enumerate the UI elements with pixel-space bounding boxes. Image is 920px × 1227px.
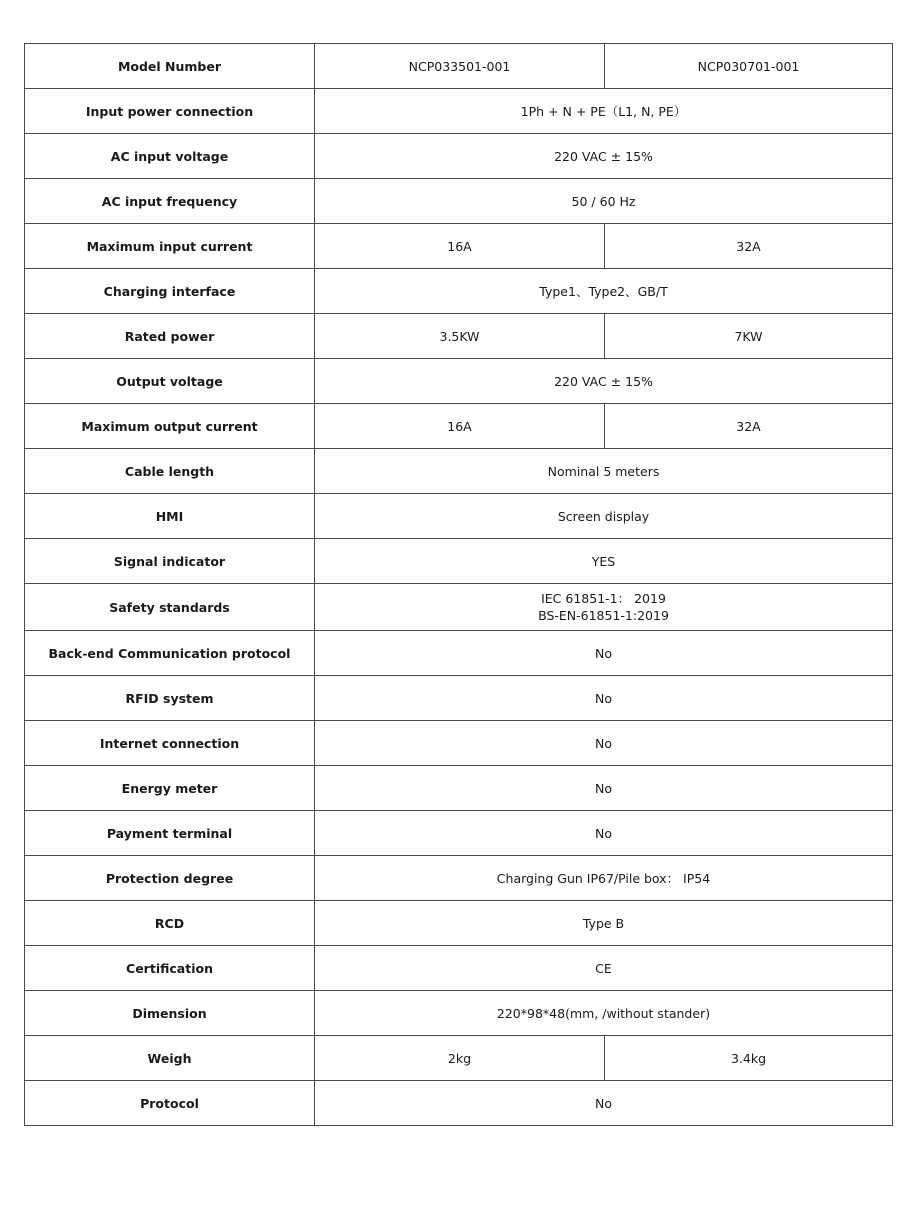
row-label: Input power connection [25,89,315,134]
row-label: Back-end Communication protocol [25,631,315,676]
row-label: RFID system [25,676,315,721]
cell-value: No [315,676,893,721]
table-row-dimension [25,991,893,1036]
cell-value: NCP033501-001 [315,44,605,89]
row-label: Certification [25,946,315,991]
row-label: Weigh [25,1036,315,1081]
cell-value: Charging Gun IP67/Pile box： IP54 [315,856,893,901]
cell-value: No [315,766,893,811]
cell-value: 32A [605,224,893,269]
cell-value: No [315,811,893,856]
cell-value: CE [315,946,893,991]
row-label: Dimension [25,991,315,1036]
cell-value: 3.5KW [315,314,605,359]
cell-value: Nominal 5 meters [315,449,893,494]
table-row-model-number [25,44,893,89]
row-label: Payment terminal [25,811,315,856]
cell-value: No [315,721,893,766]
row-label: Energy meter [25,766,315,811]
row-label: HMI [25,494,315,539]
cell-value: YES [315,539,893,584]
spec-table [24,43,893,1126]
table-row-safety-standards [25,584,893,631]
row-label: Safety standards [25,584,315,631]
table-row-output-voltage [25,359,893,404]
cell-value: No [315,631,893,676]
cell-value: 220*98*48(mm, /without stander) [315,991,893,1036]
row-label: AC input voltage [25,134,315,179]
cell-value: 50 / 60 Hz [315,179,893,224]
row-label: Protection degree [25,856,315,901]
table-row-signal-indicator [25,539,893,584]
table-row-rated-power [25,314,893,359]
cell-value: 16A [315,224,605,269]
cell-value: 32A [605,404,893,449]
table-row-hmi [25,494,893,539]
safety-standard-line-2: BS-EN-61851-1:2019 [538,608,669,623]
row-label: Charging interface [25,269,315,314]
cell-value: 16A [315,404,605,449]
table-row-input-power-connection [25,89,893,134]
row-label: Cable length [25,449,315,494]
table-row-ac-input-voltage [25,134,893,179]
row-label: Signal indicator [25,539,315,584]
table-row-payment-terminal [25,811,893,856]
table-row-maximum-input-current [25,224,893,269]
table-row-cable-length [25,449,893,494]
row-label: RCD [25,901,315,946]
table-row-rfid-system [25,676,893,721]
cell-value-multiline [315,584,893,631]
row-label: Protocol [25,1081,315,1126]
cell-value: No [315,1081,893,1126]
table-row-protocol [25,1081,893,1126]
table-row-maximum-output-current [25,404,893,449]
cell-value: Type1、Type2、GB/T [315,269,893,314]
table-row-energy-meter [25,766,893,811]
cell-value: 3.4kg [605,1036,893,1081]
cell-value: 7KW [605,314,893,359]
row-label: Maximum output current [25,404,315,449]
row-label: Output voltage [25,359,315,404]
row-label: AC input frequency [25,179,315,224]
cell-value: 220 VAC ± 15% [315,359,893,404]
table-row-protection-degree [25,856,893,901]
table-row-weigh [25,1036,893,1081]
row-label: Rated power [25,314,315,359]
table-row-backend-communication-protocol [25,631,893,676]
cell-value: Type B [315,901,893,946]
table-row-charging-interface [25,269,893,314]
cell-value: 220 VAC ± 15% [315,134,893,179]
cell-value: Screen display [315,494,893,539]
cell-value: NCP030701-001 [605,44,893,89]
row-label: Maximum input current [25,224,315,269]
table-row-certification [25,946,893,991]
row-label: Model Number [25,44,315,89]
safety-standard-line-1: IEC 61851-1： 2019 [541,591,666,606]
cell-value: 2kg [315,1036,605,1081]
cell-value: 1Ph + N + PE（L1, N, PE） [315,89,893,134]
table-row-internet-connection [25,721,893,766]
row-label: Internet connection [25,721,315,766]
table-row-rcd [25,901,893,946]
table-row-ac-input-frequency [25,179,893,224]
